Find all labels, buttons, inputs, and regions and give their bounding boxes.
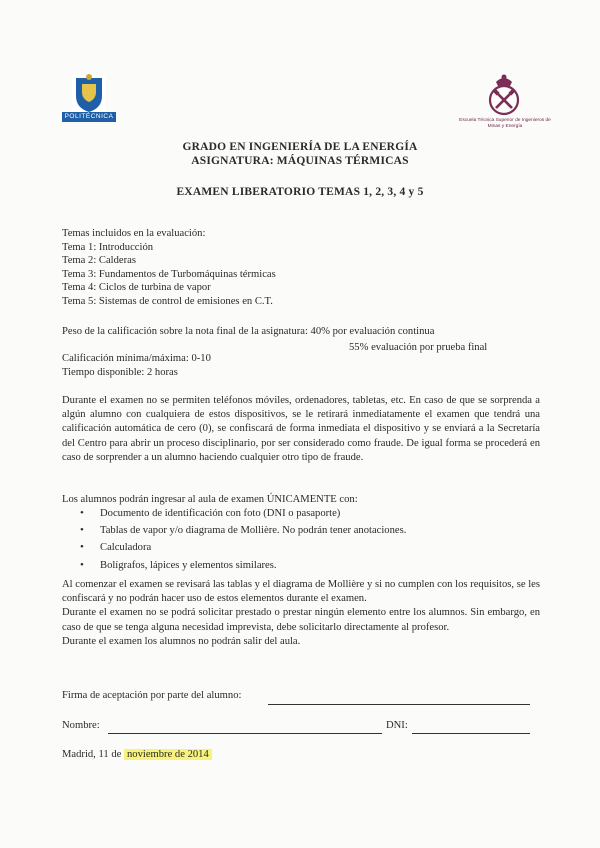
date-highlight: noviembre de 2014 [124,749,212,760]
upm-logo-label: POLITÉCNICA [62,112,116,122]
acceptance-signature-label: Firma de aceptación por parte del alumno: [62,690,242,701]
etsi-minas-caption: Escuela Técnica Superior de Ingenieros de Minas y Energía [459,118,551,129]
grade-weight-final: 55% evaluación por prueba final [349,342,488,353]
topic-item: Tema 4: Ciclos de turbina de vapor [62,282,211,294]
topics-intro: Temas incluidos en la evaluación: [62,228,206,239]
signature-field[interactable] [268,704,530,705]
topic-item: Tema 2: Calderas [62,255,136,267]
allowed-items-list [62,507,406,576]
rule-no-leaving: Durante el examen los alumnos no podrán salir del aula. [62,635,301,647]
grade-range: Calificación mínima/máxima: 0-10 [62,353,211,364]
devices-rule-paragraph: Durante el examen no se permiten teléfonos móviles, ordenadores, tabletas, etc. En caso de que se sorprenda a algún alumno con cualquiera de estos dispositivos, se le retirará inmediatamente el examen que tendrá una calificación automática de cero (0), se confiscará de forma inmediata el dispositivo y se enviará a la Secretaría del Centro para abrir un proceso disciplinario, por ser considerado como fraude. De igual forma se procederá en caso de sorprender a un alumno haciendo cualquier otro tipo de fraude. [62,395,540,463]
topics-list [62,227,276,309]
exam-title: EXAMEN LIBERATORIO TEMAS 1, 2, 3, 4 y 5 [176,186,424,198]
dni-label: DNI: [386,720,408,731]
subject-title: ASIGNATURA: MÁQUINAS TÉRMICAS [191,155,409,167]
etsi-minas-logo [478,72,530,118]
allowed-item: • Documento de identificación con foto (DNI o pasaporte) [100,507,406,524]
date-prefix: Madrid, 11 de [62,749,124,760]
rule-tables-check: Al comenzar el examen se revisará las tablas y el diagrama de Mollière y si no cumplen con los requisitos, se les confiscará y no podrán hacer uso de estos elementos durante el examen. [62,579,540,605]
degree-title: GRADO EN INGENIERÍA DE LA ENERGÍA [182,141,418,153]
allowed-item: • Bolígrafos, lápices y elementos similares. [100,559,406,576]
topic-item: Tema 5: Sistemas de control de emisiones en C.T. [62,295,273,307]
rule-no-lending: Durante el examen no se podrá solicitar prestado o prestar ningún elemento entre los alumnos. Sin embargo, en caso de que se tenga alguna necesidad imprevista, debe solicitarlo directamente al profesor. [62,607,540,633]
allowed-item: • Tablas de vapor y/o diagrama de Mollière. No podrán tener anotaciones. [100,524,406,541]
name-label: Nombre: [62,720,100,731]
date-line [62,748,212,762]
topic-item: Tema 3: Fundamentos de Turbomáquinas térmicas [62,268,276,280]
grade-weight-continuous: Peso de la calificación sobre la nota final de la asignatura: 40% por evaluación continua [62,326,435,337]
allowed-items-intro: Los alumnos podrán ingresar al aula de examen ÚNICAMENTE con: [62,494,358,505]
time-available: Tiempo disponible: 2 horas [62,366,178,378]
grade-info [62,352,211,379]
allowed-item: • Calculadora [100,541,406,558]
dni-field[interactable] [412,733,530,734]
final-rules [62,578,540,649]
name-field[interactable] [108,733,382,734]
topic-item: Tema 1: Introducción [62,241,154,253]
